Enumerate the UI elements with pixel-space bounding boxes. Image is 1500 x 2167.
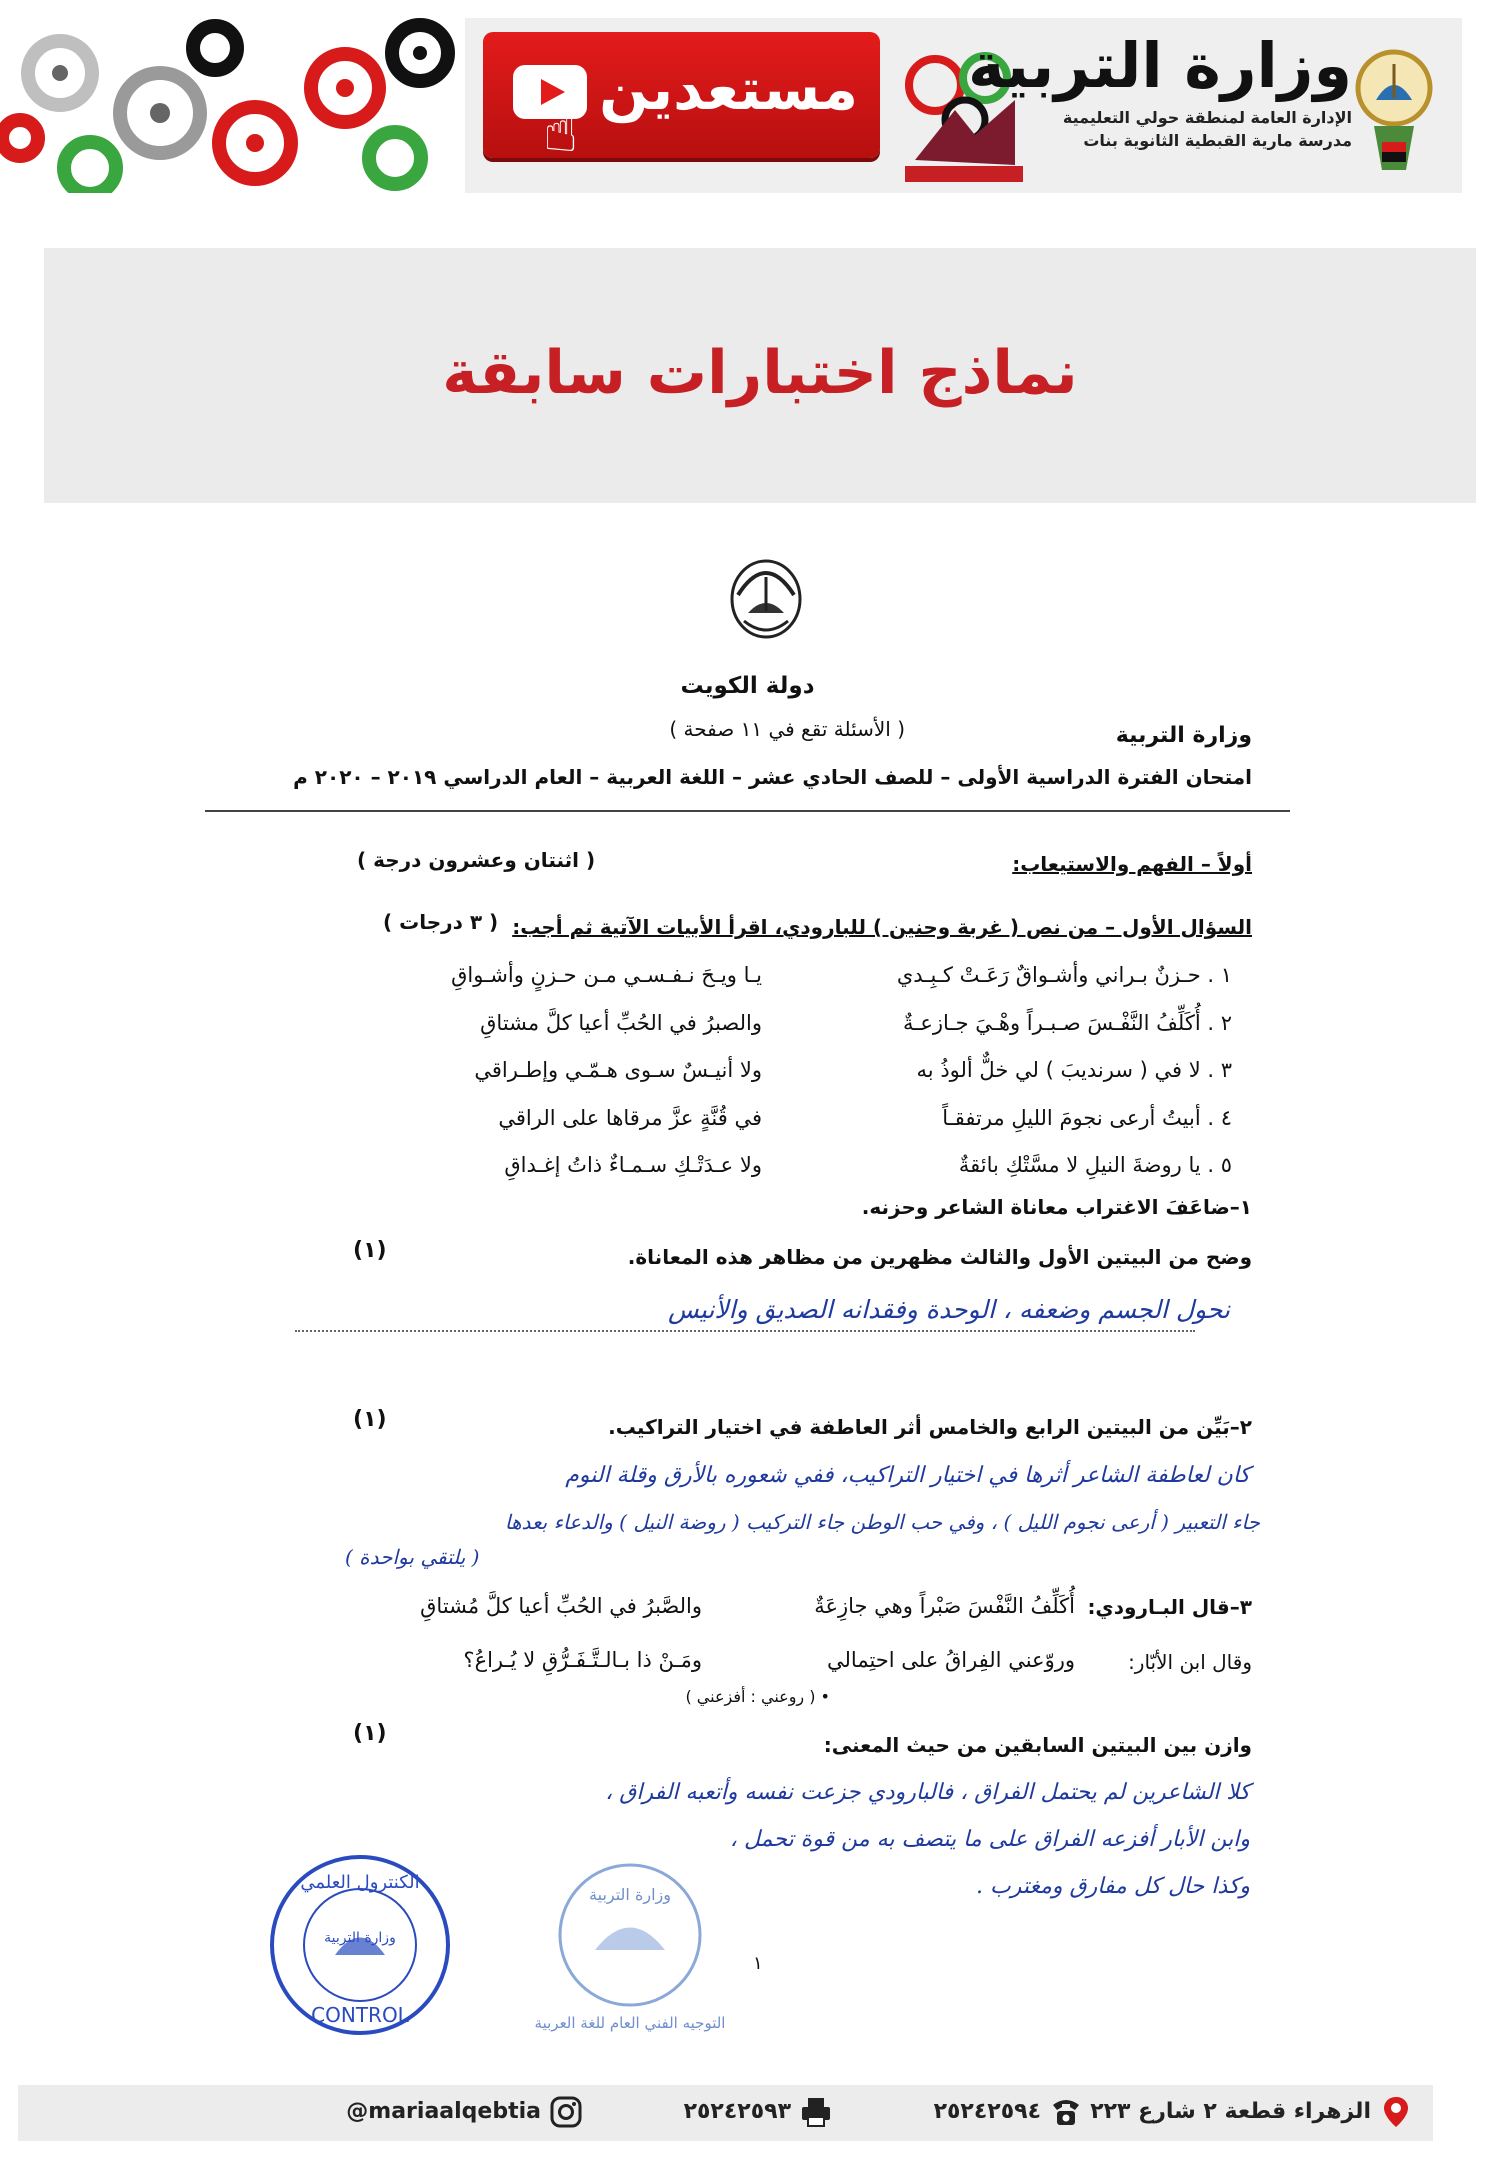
ministry-region: الإدارة العامة لمنطقة حولي التعليمية [1062, 108, 1352, 127]
control-stamp [265, 1850, 455, 2040]
youtube-channel-button[interactable] [483, 32, 880, 165]
arabic-department-stamp [535, 1860, 725, 2035]
verse-left: ولا أنيـسٌ سـوى هـمّـي وإطـراقي [474, 1058, 762, 1082]
title-box [44, 248, 1476, 503]
gloss-note: • ( روعني : أفزعني ) [685, 1687, 830, 1706]
svg-text:CONTROL: CONTROL [311, 2003, 409, 2027]
state-name: دولة الكويت [680, 673, 815, 699]
verse-left: يـا ويـحَ نـفـسـي مـن حـزنٍ وأشـواقِ [451, 963, 762, 987]
verse-left: في قُنَّةٍ عزَّ مرقاها على الراقي [498, 1106, 762, 1130]
handwritten-answer: كلا الشاعرين لم يحتمل الفراق ، فالبارودي جزعت نفسه وأتعبه الفراق ، [605, 1780, 1250, 1805]
quoted-verse-left: ومَـنْ ذا بـالـتَّـفَـرُّقِ لا يُـراعُ؟ [463, 1648, 702, 1672]
pages-note: ( الأسئلة تقع في ١١ صفحة ) [669, 717, 905, 741]
handwritten-answer: نحول الجسم وضعفه ، الوحدة وفقدانه الصديق والأنيس [668, 1295, 1230, 1324]
school-name: مدرسة مارية القبطية الثانوية بنات [1083, 131, 1352, 150]
subquestion-2-mark: (١) [353, 1407, 387, 1432]
verse-right: ٢ . أُكَلِّفُ النَّفْـسَ صـبـراً وهْـيَ جـازعـةٌ [902, 1011, 1232, 1035]
verse-left: والصبرُ في الحُبِّ أعيا كلَّ مشتاقِ [480, 1011, 762, 1035]
question-1-grade: ( ٣ درجات ) [383, 910, 499, 934]
handwritten-answer: كان لعاطفة الشاعر أثرها في اختيار التراكيب، ففي شعوره بالأرق وقلة النوم [565, 1463, 1250, 1488]
quoted-verse-right: وروّعني الفِراقُ على احتِمالي [827, 1648, 1075, 1672]
kuwait-emblem-icon [1354, 30, 1434, 180]
svg-text:وزارة التربية: وزارة التربية [589, 1885, 671, 1904]
subquestion-3-mark: (١) [353, 1721, 387, 1746]
subquestion-1-text: وضح من البيتين الأول والثالث مظهرين من مظاهر هذه المعاناة. [627, 1245, 1252, 1269]
page-title: نماذج اختبارات سابقة [442, 338, 1078, 408]
verse-right: ٤ . أبيتُ أرعى نجومَ الليلِ مرتفقـاً [942, 1106, 1232, 1130]
svg-text:التوجيه الفني العام للغة العرب: التوجيه الفني العام للغة العربية [535, 2014, 725, 2032]
verse-right: ١ . حـزنٌ بـراني وأشـواقٌ رَعَـتْ كـبِـدي [896, 963, 1232, 987]
phone-icon [1049, 2095, 1083, 2129]
header-banner [0, 18, 1462, 193]
section-grade: ( اثنتان وعشرون درجة ) [357, 848, 596, 872]
exam-heading: امتحان الفترة الدراسية الأولى – للصف الحادي عشر – اللغة العربية – العام الدراسي ٢٠١٩ – ٢٠٢٠ م [293, 765, 1252, 789]
svg-text:الكنترول العلمي: الكنترول العلمي [300, 1872, 420, 1893]
answer-line [295, 1330, 1195, 1332]
pointer-hand-icon: ☝ [543, 97, 579, 165]
kuwait-emblem-icon [728, 555, 804, 641]
quoted-verse-right: أُكَلِّفُ النَّفْسَ صَبْراً وهي جازِعَةٌ [814, 1594, 1075, 1618]
handwritten-answer: ( يلتقي بواحدة ) [345, 1545, 480, 1569]
page-number: ١ [753, 1953, 763, 1974]
gears-decoration-icon [0, 18, 465, 193]
fax-icon [799, 2095, 833, 2129]
exam-paper [205, 555, 1290, 2070]
ministry-header [912, 26, 1352, 152]
handwritten-answer: وكذا حال كل مفارق ومغترب . [976, 1874, 1250, 1899]
location-pin-icon [1379, 2095, 1413, 2129]
verse-left: ولا عـدَتْـكِ سـمـاءٌ ذاتُ إغـداقِ [504, 1153, 762, 1177]
contact-footer [18, 2085, 1433, 2141]
section-title: أولاً – الفهم والاستيعاب: [1012, 852, 1252, 876]
fax-number[interactable]: ٢٥٢٤٢٥٩٣ [683, 2099, 791, 2124]
handwritten-answer: جاء التعبير ( أرعى نجوم الليل ) ، وفي حب الوطن جاء التركيب ( روضة النيل ) والدعاء بعدها [504, 1510, 1260, 1534]
question-1-title: السؤال الأول – من نص ( غربة وحنين ) للبارودي، اقرأ الأبيات الآتية ثم أجب: [512, 915, 1252, 939]
ministry-title: وزارة التربية [968, 29, 1352, 102]
divider [205, 810, 1290, 812]
verse-right: ٣ . لا في ( سرنديبَ ) لي خلٌّ ألوذُ به [916, 1058, 1232, 1082]
youtube-button-label: مستعدين [599, 55, 858, 123]
subquestion-2-text: ٢–بَيِّن من البيتين الرابع والخامس أثر العاطفة في اختيار التراكيب. [608, 1415, 1252, 1439]
subquestion-3-label: وقال ابن الأبّار: [1128, 1650, 1252, 1674]
instagram-handle[interactable]: @mariaalqebtia [346, 2099, 541, 2124]
verse-right: ٥ . يا روضةَ النيلِ لا مسَّتْكِ بائقةٌ [958, 1153, 1232, 1177]
subquestion-3-intro: ٣–قال البـارودي: [1087, 1595, 1252, 1619]
subquestion-1-mark: (١) [353, 1238, 387, 1263]
subquestion-1-intro: ١–ضاعَفَ الاغتراب معاناة الشاعر وحزنه. [861, 1195, 1252, 1219]
address-text: الزهراء قطعة ٢ شارع ٢٢٣ [1090, 2099, 1371, 2124]
exam-ministry: وزارة التربية [1115, 723, 1252, 748]
subquestion-3-text: وازن بين البيتين السابقين من حيث المعنى: [823, 1733, 1252, 1757]
instagram-icon [549, 2095, 583, 2129]
quoted-verse-left: والصَّبرُ في الحُبِّ أعيا كلَّ مُشتاقِ [420, 1594, 702, 1618]
phone-number[interactable]: ٢٥٢٤٢٥٩٤ [933, 2099, 1041, 2124]
handwritten-answer: وابن الأبار أفزعه الفراق على ما يتصف به من قوة تحمل ، [729, 1827, 1250, 1852]
svg-text:وزارة التربية: وزارة التربية [324, 1930, 396, 1946]
